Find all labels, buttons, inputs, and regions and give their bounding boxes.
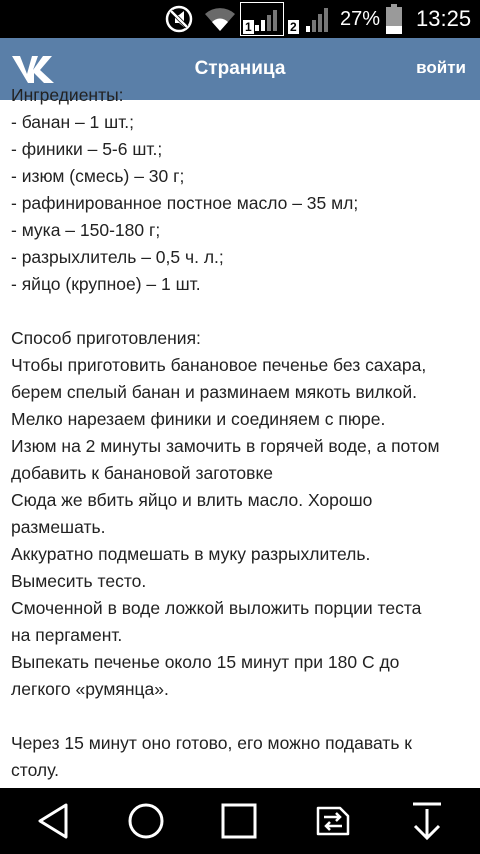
signal-sim2-icon — [288, 0, 332, 38]
ingredient-item: - банан – 1 шт.; — [11, 112, 134, 132]
method-line: на пергамент. — [11, 625, 123, 645]
ingredients-heading: Ингредиенты: — [11, 85, 124, 105]
battery-icon — [386, 0, 402, 38]
sim2-label: 2 — [290, 20, 297, 34]
final-line: столу. — [11, 760, 59, 780]
ingredient-item: - разрыхлитель – 0,5 ч. л.; — [11, 247, 224, 267]
ingredient-item: - мука – 150-180 г; — [11, 220, 161, 240]
method-line: Сюда же вбить яйцо и влить масло. Хорошо — [11, 490, 373, 510]
ingredient-item: - рафинированное постное масло – 35 мл; — [11, 193, 359, 213]
page-content[interactable] — [0, 85, 480, 788]
method-line: Аккуратно подмешать в муку разрыхлитель. — [11, 544, 371, 564]
sim-switch-icon[interactable] — [297, 788, 367, 854]
navigation-bar — [0, 788, 480, 854]
signal-sim1-icon — [240, 0, 284, 38]
ingredient-item: - изюм (смесь) – 30 г; — [11, 166, 185, 186]
clock: 13:25 — [416, 6, 472, 31]
ingredient-item: - финики – 5-6 шт.; — [11, 139, 163, 159]
ingredient-item: - яйцо (крупное) – 1 шт. — [11, 274, 201, 294]
recents-icon[interactable] — [204, 788, 274, 854]
battery-percent: 27% — [340, 7, 381, 30]
method-line: добавить к банановой заготовке — [11, 463, 274, 483]
recipe-text — [11, 82, 476, 784]
download-icon[interactable] — [392, 788, 462, 854]
sim1-label: 1 — [245, 20, 252, 34]
method-line: Выпекать печенье около 15 минут при 180 С до — [11, 652, 400, 672]
method-heading: Способ приготовления: — [11, 328, 201, 348]
method-line: берем спелый банан и разминаем мякоть вилкой. — [11, 382, 417, 402]
method-line: Чтобы приготовить банановое печенье без сахара, — [11, 355, 427, 375]
mute-icon — [164, 0, 194, 38]
method-line: Смоченной в воде ложкой выложить порции теста — [11, 598, 422, 618]
login-button[interactable]: войти — [416, 58, 466, 77]
page-title: Страница — [194, 58, 286, 79]
back-icon[interactable] — [18, 788, 88, 854]
wifi-icon — [203, 0, 237, 38]
method-line: Изюм на 2 минуты замочить в горячей воде, а потом — [11, 436, 440, 456]
status-bar — [0, 0, 480, 38]
method-line: размешать. — [11, 517, 106, 537]
final-line: Через 15 минут оно готово, его можно подавать к — [11, 733, 412, 753]
method-line: Мелко нарезаем финики и соединяем с пюре. — [11, 409, 386, 429]
home-icon[interactable] — [111, 788, 181, 854]
method-line: легкого «румянца». — [11, 679, 169, 699]
method-line: Вымесить тесто. — [11, 571, 147, 591]
